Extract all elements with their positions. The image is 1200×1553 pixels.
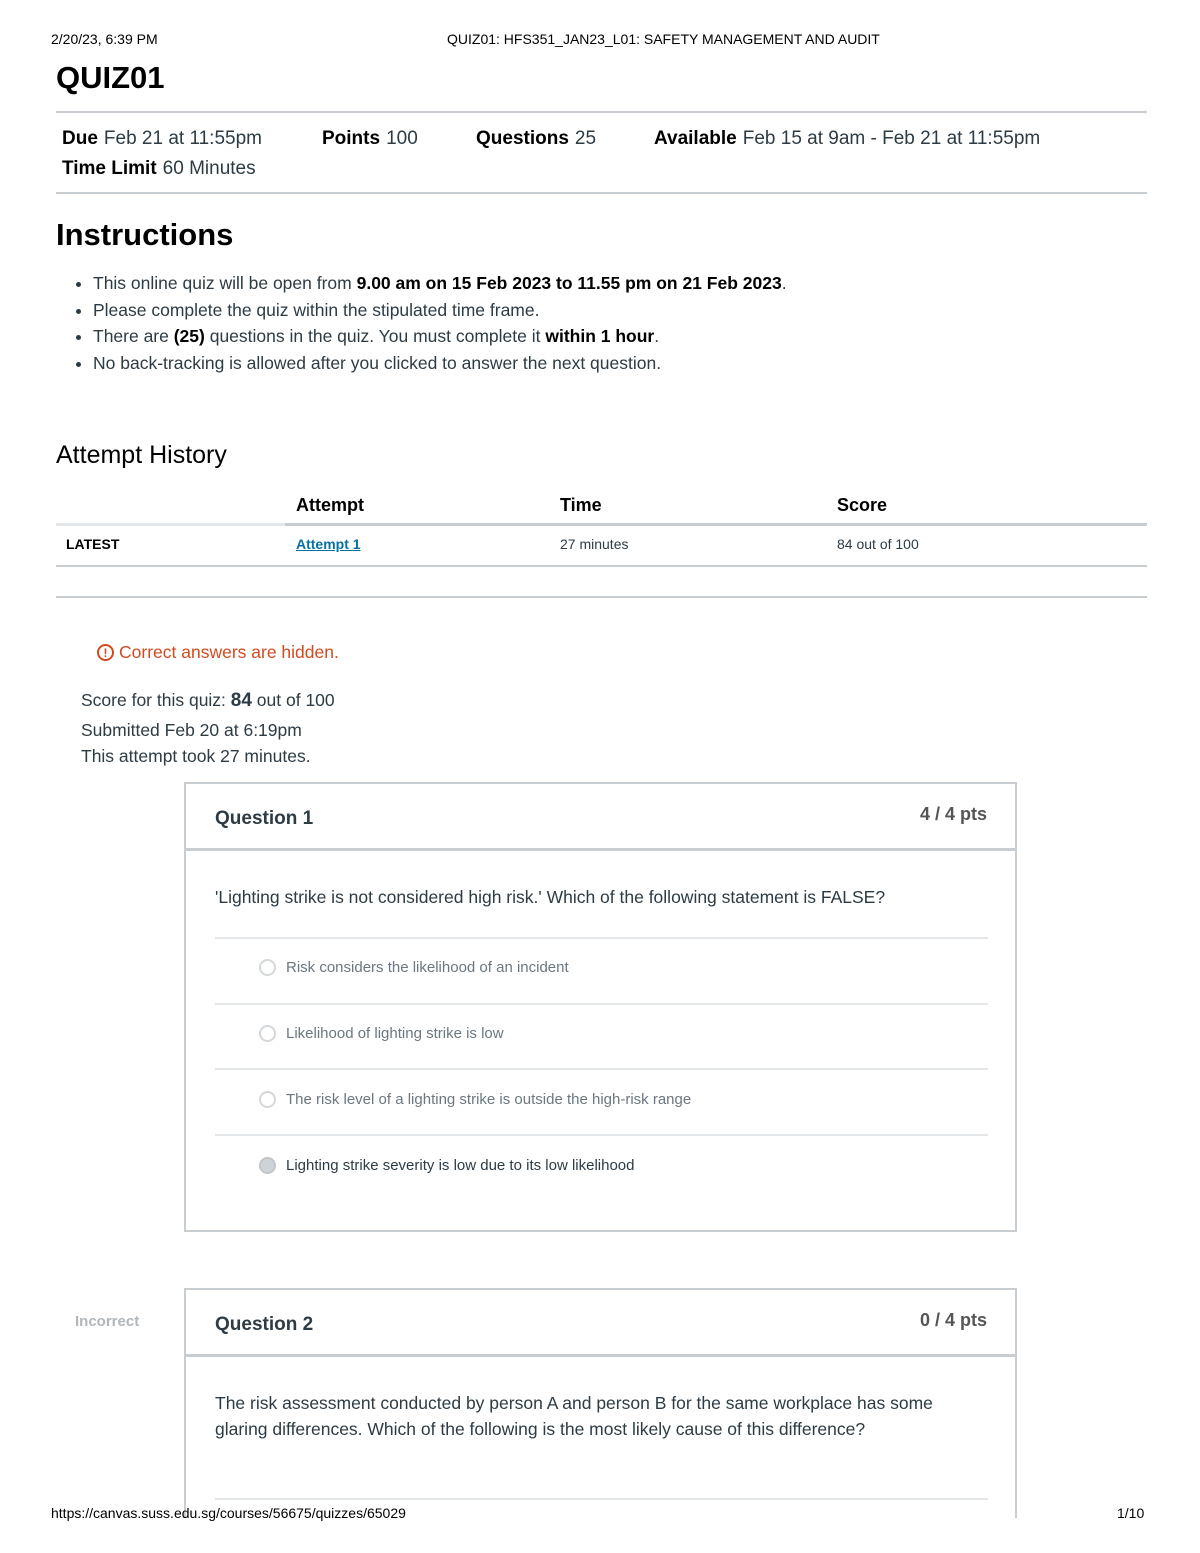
table-header-border xyxy=(56,523,1147,526)
answers-hidden-notice xyxy=(97,642,339,663)
questions-label: Questions xyxy=(476,128,569,149)
instruction-text: . xyxy=(781,273,787,293)
column-header-score: Score xyxy=(837,495,888,515)
instruction-text: No back-tracking is allowed after you clicked to answer the next question. xyxy=(93,352,662,373)
radio-button[interactable] xyxy=(259,1025,276,1042)
print-page-number: 1/10 xyxy=(1117,1505,1145,1521)
answer-text: Risk considers the likelihood of an incident xyxy=(286,959,569,976)
points-value: 100 xyxy=(386,128,418,149)
score-value: 84 xyxy=(230,690,252,711)
instruction-text: Please complete the quiz within the stipulated time frame. xyxy=(93,299,540,320)
list-item xyxy=(93,323,1093,350)
answer-option-selected[interactable] xyxy=(259,1157,635,1174)
instruction-text: questions in the quiz. You must complete it xyxy=(204,326,546,346)
divider xyxy=(56,111,1147,113)
answer-option[interactable] xyxy=(259,1091,691,1108)
question-text: The risk assessment conducted by person A and person B for the same workplace has some glaring differences. Which of the following is the most likely cause of this difference? xyxy=(215,1393,933,1439)
radio-button-selected[interactable] xyxy=(259,1157,276,1174)
print-url: https://canvas.suss.edu.sg/courses/56675/quizzes/65029 xyxy=(51,1505,406,1521)
divider xyxy=(56,192,1147,194)
points-label: Points xyxy=(322,128,381,149)
instruction-text: This online quiz will be open from xyxy=(93,273,357,293)
warning-text: Correct answers are hidden. xyxy=(119,642,339,662)
question-title: Question 1 xyxy=(215,808,314,829)
answer-text: The risk level of a lighting strike is outside the high-risk range xyxy=(286,1091,692,1108)
score-prefix: Score for this quiz: xyxy=(81,690,231,710)
instructions-list xyxy=(56,270,1093,376)
question-2-card xyxy=(184,1288,1017,1518)
attempt-score: 84 out of 100 xyxy=(837,536,919,552)
submitted-info: Submitted Feb 20 at 6:19pm xyxy=(81,720,302,740)
list-item xyxy=(93,297,1093,324)
questions-value: 25 xyxy=(574,128,597,149)
due-value: Feb 21 at 11:55pm xyxy=(103,128,262,149)
available-value: Feb 15 at 9am - Feb 21 at 11:55pm xyxy=(742,128,1041,149)
duration-info: This attempt took 27 minutes. xyxy=(81,746,311,766)
question-text: 'Lighting strike is not considered high risk.' Which of the following statement is FALSE? xyxy=(215,887,886,907)
due-info xyxy=(62,128,262,150)
time-limit-info xyxy=(62,158,256,180)
print-doc-title: QUIZ01: HFS351_JAN23_L01: SAFETY MANAGEMENT AND AUDIT xyxy=(447,31,880,47)
time-limit-label: Time Limit xyxy=(62,158,157,179)
answer-divider xyxy=(215,1498,988,1500)
answer-divider xyxy=(215,1134,988,1136)
question-header xyxy=(186,1290,1015,1357)
warning-icon: ! xyxy=(97,644,114,661)
divider xyxy=(56,596,1147,598)
available-label: Available xyxy=(654,128,737,149)
available-info xyxy=(654,128,1040,150)
answer-divider xyxy=(215,937,988,939)
score-summary xyxy=(81,690,335,712)
instructions-heading: Instructions xyxy=(56,217,234,252)
answer-divider xyxy=(215,1003,988,1005)
list-item xyxy=(93,350,1093,377)
points-info xyxy=(322,128,418,150)
table-bottom-border xyxy=(56,565,1147,567)
instruction-bold: 9.00 am on 15 Feb 2023 to 11.55 pm on 21 Feb 2023 xyxy=(356,273,782,293)
instruction-text: . xyxy=(654,326,660,346)
attempt-time: 27 minutes xyxy=(560,536,629,552)
answer-text: Likelihood of lighting strike is low xyxy=(286,1025,504,1042)
due-label: Due xyxy=(62,128,98,149)
time-limit-value: 60 Minutes xyxy=(162,158,256,179)
latest-label: LATEST xyxy=(66,536,120,552)
incorrect-label: Incorrect xyxy=(75,1313,140,1330)
question-points: 0 / 4 pts xyxy=(919,1310,987,1330)
instruction-bold: within 1 hour xyxy=(545,326,655,346)
answer-divider xyxy=(215,1068,988,1070)
radio-button[interactable] xyxy=(259,959,276,976)
answer-option[interactable] xyxy=(259,959,569,976)
question-header xyxy=(186,784,1015,851)
attempt-1-link[interactable]: Attempt 1 xyxy=(296,536,361,552)
list-item xyxy=(93,270,1093,297)
print-datetime: 2/20/23, 6:39 PM xyxy=(51,31,158,47)
instruction-text: There are xyxy=(93,326,174,346)
column-header-attempt: Attempt xyxy=(296,495,364,515)
column-header-time: Time xyxy=(560,495,602,515)
question-title: Question 2 xyxy=(215,1314,314,1335)
score-suffix: out of 100 xyxy=(251,690,335,710)
radio-button[interactable] xyxy=(259,1091,276,1108)
question-1-card xyxy=(184,782,1017,1232)
question-points: 4 / 4 pts xyxy=(919,804,987,824)
answer-option[interactable] xyxy=(259,1025,504,1042)
attempt-history-heading: Attempt History xyxy=(56,441,227,469)
instruction-bold: (25) xyxy=(173,326,205,346)
answer-text: Lighting strike severity is low due to its low likelihood xyxy=(286,1157,635,1174)
page-title: QUIZ01 xyxy=(56,60,165,95)
questions-info xyxy=(476,128,596,150)
